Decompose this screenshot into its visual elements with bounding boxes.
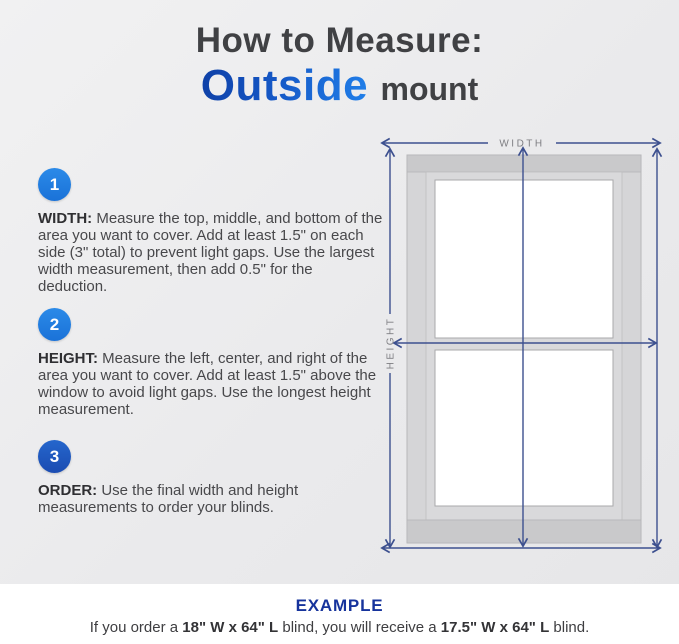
step-2-text bbox=[38, 350, 386, 418]
example-prefix: If you order a bbox=[89, 619, 183, 636]
example-ordered-size: 18" W x 64" L bbox=[182, 619, 279, 636]
step-1-text bbox=[38, 210, 386, 295]
step-1-label: WIDTH: bbox=[38, 210, 93, 227]
window-head-trim bbox=[407, 155, 641, 172]
example-sentence bbox=[0, 619, 679, 636]
window-measurement-diagram bbox=[368, 128, 668, 558]
window-illustration bbox=[407, 155, 641, 543]
step-order bbox=[38, 440, 386, 516]
step-3-body: Use the final width and height measurements to order your blinds. bbox=[38, 482, 299, 516]
window-sill bbox=[407, 520, 641, 543]
step-3-text bbox=[38, 482, 386, 516]
step-2-body: Measure the left, center, and right of the area you want to cover. Add at least 1.5" above the window to avoid light gaps. Use the longest height measurement. bbox=[38, 350, 377, 418]
title-line2 bbox=[0, 62, 679, 110]
example-middle: blind, you will receive a bbox=[278, 619, 441, 636]
title-highlight: Outside bbox=[200, 60, 369, 110]
example-heading: EXAMPLE bbox=[295, 596, 384, 615]
example-suffix: blind. bbox=[549, 619, 590, 636]
title-rest: mount bbox=[380, 70, 479, 107]
width-arrow-label: WIDTH bbox=[499, 138, 545, 150]
page-title bbox=[0, 22, 679, 109]
step-2-badge: 2 bbox=[38, 308, 71, 341]
title-line1: How to Measure: bbox=[195, 21, 484, 60]
height-arrow-label: HEIGHT bbox=[385, 316, 397, 370]
example-received-size: 17.5" W x 64" L bbox=[440, 619, 550, 636]
window-pane-upper bbox=[435, 180, 613, 338]
window-pane-lower bbox=[435, 350, 613, 506]
step-1-badge: 1 bbox=[38, 168, 71, 201]
step-1-body: Measure the top, middle, and bottom of the area you want to cover. Add at least 1.5" on each side (3" total) to prevent light gaps. Use the largest width measurement, then add 0.5" for the deduction. bbox=[38, 210, 383, 295]
step-width bbox=[38, 168, 386, 295]
example-section bbox=[0, 584, 679, 644]
step-2-label: HEIGHT: bbox=[38, 350, 98, 367]
step-height bbox=[38, 308, 386, 418]
step-3-badge: 3 bbox=[38, 440, 71, 473]
step-3-label: ORDER: bbox=[38, 482, 98, 499]
